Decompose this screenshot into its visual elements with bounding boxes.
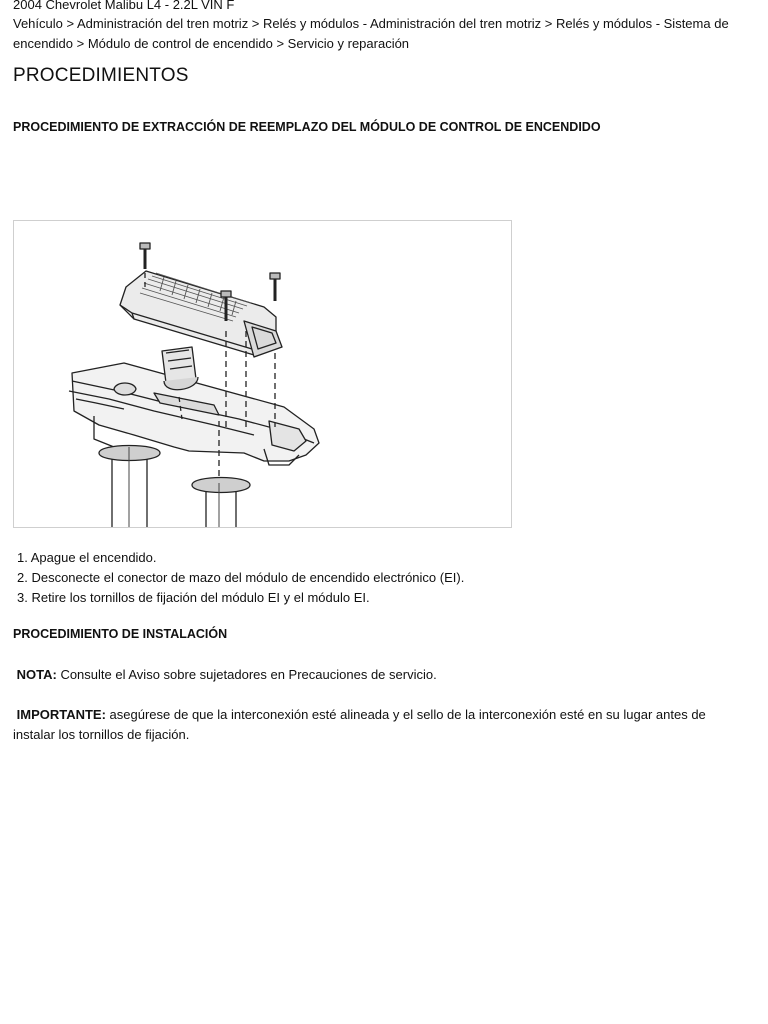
note-label: NOTA: [16,667,57,682]
installation-heading: PROCEDIMIENTO DE INSTALACIÓN [13,627,228,641]
list-item: 1. Apague el encendido. [17,550,157,565]
page-title: PROCEDIMIENTOS [13,65,189,86]
important-text: asegúrese de que la interconexión esté alineada y el sello de la interconexión esté en su lugar antes de instalar los tornillos de fijación. [13,707,706,742]
removal-heading: PROCEDIMIENTO DE EXTRACCIÓN DE REEMPLAZO DEL MÓDULO DE CONTROL DE ENCENDIDO [13,120,601,134]
document-page [13,0,755,742]
ignition-module-figure [13,220,512,528]
list-item: 2. Desconecte el conector de mazo del módulo de encendido electrónico (EI). [17,570,465,585]
removal-steps [17,548,464,608]
vehicle-title: 2004 Chevrolet Malibu L4 - 2.2L VIN F [13,0,235,12]
list-item: 3. Retire los tornillos de fijación del módulo EI y el módulo EI. [17,590,370,605]
ignition-module-diagram-icon [14,221,511,527]
note-paragraph [13,665,753,685]
note-text: Consulte el Aviso sobre sujetadores en Precauciones de servicio. [56,667,437,682]
important-label: IMPORTANTE: [16,707,106,722]
important-paragraph [13,705,748,745]
breadcrumb: Vehículo > Administración del tren motriz > Relés y módulos - Administración del tren motriz > Relés y módulos - Sistema de encendido > Módulo de control de encendido > Servicio y reparación [13,16,729,51]
